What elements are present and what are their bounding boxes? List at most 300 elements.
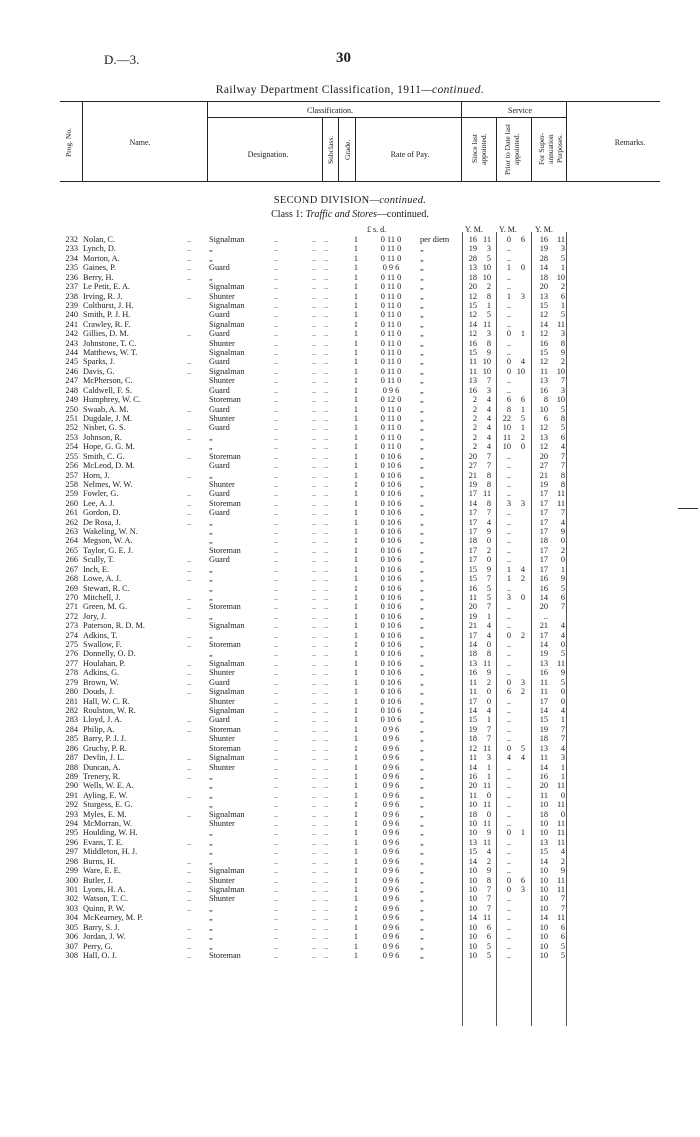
- row-grade: 1: [353, 489, 359, 499]
- row-prior-years: ..: [506, 903, 511, 913]
- row-name-dots: ..: [187, 291, 192, 301]
- row-grade: 1: [353, 819, 359, 829]
- row-total-years: 18: [539, 272, 548, 282]
- leader-dots: ..: [324, 592, 329, 602]
- row-grade: 1: [353, 282, 359, 292]
- row-name: Taylor, G. E. J.: [83, 545, 134, 555]
- row-rate: 0 11 0: [380, 244, 402, 254]
- row-since-months: 5: [486, 950, 491, 960]
- table-row: [0, 649, 700, 658]
- row-rate: 0 10 6: [380, 545, 402, 555]
- row-number: 290: [65, 781, 78, 791]
- row-prior-years: ..: [506, 922, 511, 932]
- row-since-months: 4: [486, 432, 491, 442]
- row-since-months: 9: [486, 828, 491, 838]
- row-name: Fowler, G.: [83, 489, 119, 499]
- row-rate: 0 10 6: [380, 696, 402, 706]
- row-since-months: 4: [486, 517, 491, 527]
- row-rate-unit: „: [420, 687, 424, 697]
- leader-dots: ..: [312, 706, 317, 715]
- row-number: 267: [65, 564, 78, 574]
- row-number: 246: [65, 366, 78, 376]
- row-name: Green, M. G.: [83, 602, 128, 612]
- table-row: [0, 565, 700, 574]
- row-designation: Guard: [209, 461, 230, 471]
- row-number: 273: [65, 621, 78, 631]
- row-total-months: 2: [560, 282, 565, 292]
- row-since-months: 4: [486, 442, 491, 452]
- row-total-months: 7: [560, 724, 565, 734]
- row-total-months: 5: [560, 941, 565, 951]
- row-rate-unit: „: [420, 602, 424, 612]
- row-since-years: 28: [468, 253, 477, 263]
- row-grade: 1: [353, 753, 359, 763]
- row-designation: „: [209, 856, 213, 866]
- row-number: 285: [65, 734, 78, 744]
- row-total-years: 10: [539, 875, 548, 885]
- row-grade: 1: [353, 950, 359, 960]
- row-since-years: 20: [468, 602, 477, 612]
- row-since-months: 11: [483, 819, 491, 829]
- leader-dots: ..: [312, 536, 317, 546]
- leader-dots: ..: [274, 574, 279, 584]
- leader-dots: ..: [324, 866, 329, 876]
- row-since-years: 15: [468, 564, 477, 574]
- row-name-dots: ..: [187, 941, 192, 951]
- leader-dots: ..: [312, 508, 317, 518]
- row-since-months: 0: [486, 640, 491, 650]
- leader-dots: ..: [324, 894, 329, 904]
- row-designation: Storeman: [209, 545, 241, 555]
- row-total-years: 13: [539, 837, 548, 847]
- row-prior-years: ..: [506, 385, 511, 395]
- leader-dots: ..: [274, 649, 279, 659]
- col-super: For Super-annuation Purposes.: [537, 132, 564, 166]
- row-rate-unit: „: [420, 611, 424, 621]
- row-number: 269: [65, 583, 78, 593]
- row-since-months: 11: [483, 837, 491, 847]
- row-since-years: 11: [469, 677, 477, 687]
- row-since-months: 7: [486, 734, 491, 744]
- row-total-years: 10: [539, 884, 548, 894]
- row-since-years: 11: [469, 687, 477, 697]
- row-name: Barry, P. J. J.: [83, 734, 127, 744]
- row-grade: 1: [353, 574, 359, 584]
- leader-dots: ..: [312, 696, 317, 706]
- row-designation: „: [209, 527, 213, 537]
- row-rate-unit: „: [420, 442, 424, 452]
- leader-dots: ..: [324, 536, 329, 546]
- row-name: Paterson, R. D. M.: [83, 621, 145, 631]
- row-rate-unit: „: [420, 470, 424, 480]
- leader-dots: ..: [274, 696, 279, 706]
- leader-dots: ..: [324, 649, 329, 659]
- row-total-months: 5: [560, 423, 565, 433]
- row-since-months: 0: [486, 809, 491, 819]
- row-total-years: 20: [539, 602, 548, 612]
- col-service: Service: [508, 106, 532, 115]
- leader-dots: ..: [274, 432, 279, 442]
- row-since-years: 14: [468, 498, 477, 508]
- row-rate: 0 9 6: [382, 762, 400, 772]
- leader-dots: ..: [274, 668, 279, 678]
- row-prior-months: 0: [520, 442, 525, 452]
- row-rate: 0 10 6: [380, 668, 402, 678]
- row-rate: 0 9 6: [382, 753, 400, 763]
- row-total-months: 5: [560, 677, 565, 687]
- row-since-years: 12: [468, 310, 477, 320]
- row-total-years: 17: [539, 517, 548, 527]
- leader-dots: ..: [324, 819, 329, 829]
- row-prior-years: ..: [506, 950, 511, 960]
- subtitle-category: Traffic and Stores: [305, 209, 377, 220]
- row-rate: 0 9 6: [382, 263, 400, 273]
- row-total-years: 17: [539, 489, 548, 499]
- row-total-months: 8: [560, 338, 565, 348]
- row-total-months: 11: [557, 658, 565, 668]
- col-divider: [207, 101, 208, 181]
- row-total-years: 13: [539, 658, 548, 668]
- row-total-months: 9: [560, 348, 565, 358]
- row-rate-unit: „: [420, 498, 424, 508]
- row-since-years: 20: [468, 781, 477, 791]
- row-rate-unit: „: [420, 856, 424, 866]
- row-total-years: 20: [539, 781, 548, 791]
- row-since-months: 0: [486, 790, 491, 800]
- row-prior-years: ..: [506, 724, 511, 734]
- table-row: [0, 678, 700, 687]
- row-prior-years: ..: [506, 790, 511, 800]
- leader-dots: ..: [324, 555, 329, 565]
- row-rate: 0 10 6: [380, 649, 402, 659]
- row-since-years: 10: [468, 894, 477, 904]
- leader-dots: ..: [324, 517, 329, 527]
- row-number: 294: [65, 819, 78, 829]
- row-total-months: 11: [557, 319, 565, 329]
- row-name: Lynch, D.: [83, 244, 116, 254]
- row-name: Watson, T. C.: [83, 894, 128, 904]
- table-row: [0, 489, 700, 498]
- row-number: 249: [65, 395, 78, 405]
- row-total-months: 5: [560, 950, 565, 960]
- row-total-months: 11: [557, 489, 565, 499]
- row-name: Brown, W.: [83, 677, 119, 687]
- row-number: 287: [65, 753, 78, 763]
- row-since-years: 13: [468, 658, 477, 668]
- row-designation: Shunter: [209, 668, 235, 678]
- row-since-months: 3: [486, 753, 491, 763]
- row-grade: 1: [353, 932, 359, 942]
- row-name: Myles, E. M.: [83, 809, 127, 819]
- row-number: 272: [65, 611, 78, 621]
- row-total-years: 15: [539, 300, 548, 310]
- row-prior-years: ..: [506, 771, 511, 781]
- row-grade: 1: [353, 498, 359, 508]
- row-since-years: 15: [468, 348, 477, 358]
- table-row: [0, 866, 700, 875]
- row-prior-years: ..: [506, 376, 511, 386]
- row-total-years: 17: [539, 498, 548, 508]
- row-rate: 0 10 6: [380, 611, 402, 621]
- leader-dots: ..: [274, 489, 279, 499]
- row-name-dots: ..: [187, 235, 192, 244]
- row-rate: 0 10 6: [380, 592, 402, 602]
- table-row: [0, 518, 700, 527]
- row-name: Hope, G. G. M.: [83, 442, 135, 452]
- leader-dots: ..: [312, 461, 317, 471]
- row-grade: 1: [353, 677, 359, 687]
- row-name-dots: ..: [187, 574, 192, 584]
- row-since-years: 18: [468, 272, 477, 282]
- row-grade: 1: [353, 790, 359, 800]
- table-row: [0, 951, 700, 960]
- row-name: Swaab, A. M.: [83, 404, 129, 414]
- row-name: Roulston, W. R.: [83, 706, 136, 715]
- row-number: 268: [65, 574, 78, 584]
- row-rate-unit: „: [420, 282, 424, 292]
- row-name-dots: ..: [187, 762, 192, 772]
- row-number: 298: [65, 856, 78, 866]
- row-name: Houlding, W. H.: [83, 828, 138, 838]
- row-total-years: 14: [539, 762, 548, 772]
- col-rate: Rate of Pay.: [390, 150, 430, 159]
- row-designation: Guard: [209, 489, 230, 499]
- row-rate-unit: „: [420, 724, 424, 734]
- row-number: 252: [65, 423, 78, 433]
- leader-dots: ..: [324, 837, 329, 847]
- row-total-years: 17: [539, 564, 548, 574]
- row-total-months: 8: [560, 413, 565, 423]
- leader-dots: ..: [324, 272, 329, 282]
- leader-dots: ..: [324, 856, 329, 866]
- table-row: [0, 329, 700, 338]
- row-grade: 1: [353, 658, 359, 668]
- leader-dots: ..: [312, 819, 317, 829]
- row-rate: 0 10 6: [380, 479, 402, 489]
- row-number: 263: [65, 527, 78, 537]
- document-reference: D.—3.: [104, 52, 140, 67]
- leader-dots: ..: [312, 244, 317, 254]
- leader-dots: ..: [274, 263, 279, 273]
- row-rate: 0 11 0: [380, 319, 402, 329]
- row-prior-years: 0: [506, 329, 511, 339]
- row-since-months: 7: [486, 508, 491, 518]
- row-rate: 0 9 6: [382, 790, 400, 800]
- row-prior-years: ..: [506, 913, 511, 923]
- row-name: Nolan, C.: [83, 235, 116, 244]
- row-designation: Signalman: [209, 884, 245, 894]
- row-prior-years: ..: [506, 348, 511, 358]
- row-since-years: 20: [468, 451, 477, 461]
- row-designation: „: [209, 800, 213, 810]
- row-prior-months: 3: [520, 291, 525, 301]
- row-total-years: 16: [539, 583, 548, 593]
- row-rate-unit: „: [420, 545, 424, 555]
- leader-dots: ..: [324, 244, 329, 254]
- row-name-dots: ..: [187, 894, 192, 904]
- row-name-dots: ..: [187, 470, 192, 480]
- table-row: [0, 555, 700, 564]
- row-rate: 0 11 0: [380, 423, 402, 433]
- row-rate: 0 11 0: [380, 413, 402, 423]
- row-since-years: 14: [468, 762, 477, 772]
- row-rate-unit: „: [420, 310, 424, 320]
- leader-dots: ..: [324, 385, 329, 395]
- row-rate: 0 11 0: [380, 235, 402, 244]
- row-designation: „: [209, 941, 213, 951]
- row-rate: 0 11 0: [380, 329, 402, 339]
- table-row: [0, 734, 700, 743]
- row-name: Lee, A. J.: [83, 498, 115, 508]
- row-total-years: 10: [539, 866, 548, 876]
- table-row: [0, 725, 700, 734]
- row-total-months: 7: [560, 903, 565, 913]
- row-total-months: 7: [560, 734, 565, 744]
- row-number: 260: [65, 498, 78, 508]
- row-since-months: 6: [486, 922, 491, 932]
- row-since-years: 19: [468, 611, 477, 621]
- row-rate-unit: „: [420, 376, 424, 386]
- col-divider: [531, 117, 532, 181]
- row-prior-years: 6: [506, 687, 511, 697]
- row-since-months: 11: [483, 489, 491, 499]
- leader-dots: ..: [312, 677, 317, 687]
- row-total-years: 10: [539, 903, 548, 913]
- row-designation: „: [209, 272, 213, 282]
- row-rate: 0 9 6: [382, 913, 400, 923]
- row-number: 307: [65, 941, 78, 951]
- row-prior-months: 3: [520, 884, 525, 894]
- row-prior-years: ..: [506, 621, 511, 631]
- row-rate-unit: „: [420, 366, 424, 376]
- leader-dots: ..: [324, 348, 329, 358]
- row-name: De Rosa, J.: [83, 517, 121, 527]
- row-number: 275: [65, 640, 78, 650]
- row-name: Hall, O. J.: [83, 950, 117, 960]
- row-rate: 0 9 6: [382, 800, 400, 810]
- row-total-months: 4: [560, 621, 565, 631]
- leader-dots: ..: [274, 291, 279, 301]
- row-since-years: 16: [468, 338, 477, 348]
- row-name: Lyons, H. A.: [83, 884, 126, 894]
- row-since-months: 10: [482, 357, 491, 367]
- row-rate-unit: „: [420, 555, 424, 565]
- col-divider: [566, 101, 567, 181]
- row-since-months: 7: [486, 894, 491, 904]
- row-designation: „: [209, 790, 213, 800]
- leader-dots: ..: [274, 715, 279, 725]
- row-number: 264: [65, 536, 78, 546]
- row-since-years: 16: [468, 583, 477, 593]
- table-row: [0, 593, 700, 602]
- table-row: [0, 395, 700, 404]
- row-since-years: 10: [468, 828, 477, 838]
- row-since-months: 4: [486, 621, 491, 631]
- row-prior-months: 3: [520, 498, 525, 508]
- leader-dots: ..: [312, 630, 317, 640]
- leader-dots: ..: [324, 715, 329, 725]
- row-rate-unit: „: [420, 291, 424, 301]
- row-total-months: 11: [557, 884, 565, 894]
- table-row: [0, 876, 700, 885]
- row-since-months: 10: [482, 366, 491, 376]
- row-number: 278: [65, 668, 78, 678]
- row-since-years: 10: [468, 903, 477, 913]
- row-rate-unit: „: [420, 790, 424, 800]
- leader-dots: ..: [312, 263, 317, 273]
- row-total-years: 10: [539, 404, 548, 414]
- row-grade: 1: [353, 706, 359, 715]
- row-grade: 1: [353, 235, 359, 244]
- row-rate-unit: „: [420, 800, 424, 810]
- row-rate-unit: „: [420, 461, 424, 471]
- row-grade: 1: [353, 338, 359, 348]
- row-name: Berry, H.: [83, 272, 114, 282]
- row-rate: 0 9 6: [382, 837, 400, 847]
- table-row: [0, 612, 700, 621]
- col-subclass: Subclass.: [326, 135, 335, 165]
- row-designation: Guard: [209, 329, 230, 339]
- leader-dots: ..: [324, 658, 329, 668]
- col-designation: Designation.: [247, 150, 289, 159]
- row-rate: 0 11 0: [380, 272, 402, 282]
- leader-dots: ..: [274, 423, 279, 433]
- row-number: 286: [65, 743, 78, 753]
- row-name: Perry, G.: [83, 941, 113, 951]
- leader-dots: ..: [274, 658, 279, 668]
- table-row: [0, 310, 700, 319]
- row-grade: 1: [353, 310, 359, 320]
- row-designation: Storeman: [209, 602, 241, 612]
- row-grade: 1: [353, 828, 359, 838]
- row-total-months: 11: [557, 837, 565, 847]
- row-prior-months: 1: [520, 404, 525, 414]
- row-name-dots: ..: [187, 253, 192, 263]
- row-name: Matthews, W. T.: [83, 348, 138, 358]
- row-rate: 0 10 6: [380, 517, 402, 527]
- section-title-continued: —continued.: [369, 195, 427, 206]
- leader-dots: ..: [274, 734, 279, 744]
- row-prior-years: ..: [506, 649, 511, 659]
- row-total-months: 5: [560, 404, 565, 414]
- col-classification: Classification.: [307, 106, 353, 115]
- row-since-months: 11: [483, 743, 491, 753]
- leader-dots: ..: [312, 235, 317, 244]
- row-number: 283: [65, 715, 78, 725]
- table-row: [0, 348, 700, 357]
- row-prior-years: ..: [506, 253, 511, 263]
- row-since-months: 0: [486, 696, 491, 706]
- row-total-months: 1: [560, 300, 565, 310]
- table-row: [0, 602, 700, 611]
- row-since-years: 15: [468, 847, 477, 857]
- row-grade: 1: [353, 300, 359, 310]
- row-total-months: 1: [560, 762, 565, 772]
- row-total-months: 10: [556, 272, 565, 282]
- row-total-months: 2: [560, 545, 565, 555]
- leader-dots: ..: [312, 668, 317, 678]
- row-total-years: 14: [539, 913, 548, 923]
- leader-dots: ..: [274, 498, 279, 508]
- row-name-dots: ..: [187, 866, 192, 876]
- leader-dots: ..: [312, 527, 317, 537]
- row-total-months: 5: [560, 583, 565, 593]
- row-prior-years: ..: [506, 932, 511, 942]
- row-grade: 1: [353, 253, 359, 263]
- row-designation: Shunter: [209, 875, 235, 885]
- leader-dots: ..: [324, 724, 329, 734]
- leader-dots: ..: [274, 819, 279, 829]
